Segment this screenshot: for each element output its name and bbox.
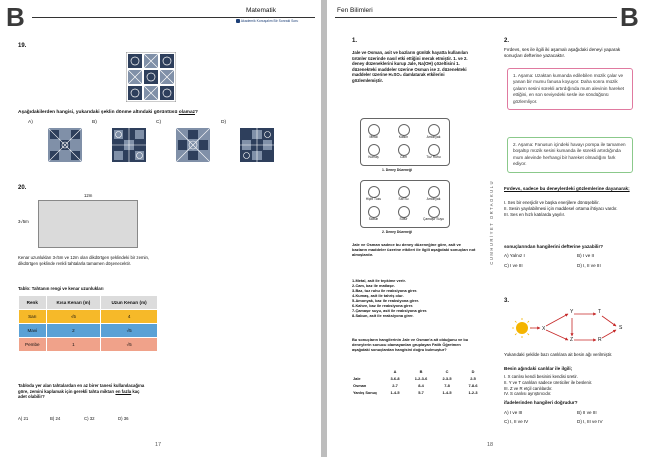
answer-c[interactable]: C) I ve III — [504, 263, 523, 268]
question-number: 19. — [18, 43, 27, 49]
option-a-label[interactable]: A) — [28, 120, 33, 125]
subject-title: Matematik — [246, 7, 276, 14]
right-page — [327, 0, 650, 457]
list-item: I. X canlısı kendi besinini kendisi üretir. — [504, 374, 578, 379]
rect-side-label: 3√5m — [18, 219, 29, 224]
setup-item-label: Tuz Ruhu — [426, 155, 441, 159]
option-d-pattern[interactable] — [240, 128, 274, 162]
page-number: 18 — [487, 442, 494, 448]
q20-text: Kenar uzunlukları 3√5m ve 12m olan dikdörtgen şeklindeki bir zemin, dikdörtgen şeklinde renkli tahtalarla tamamen döşenecektir. — [18, 255, 150, 266]
question-number: 2. — [504, 38, 510, 44]
q19-stem: Aşağıdakilerden hangisi, yukarıdaki şeklin dönme altındaki görüntüsü olamaz? — [18, 110, 198, 115]
answer-c[interactable]: C) 32 — [84, 416, 95, 421]
answer-d[interactable]: D) 36 — [118, 416, 129, 421]
table-row: Jale 3-6-8 1-2-3-6 2-3-5 2-5 — [353, 376, 476, 381]
stage-2-box: 2. Aşama: Fanusun içindeki havayı pompa ile tamamen boşaltıp müzik sesini kumanda ile sürekli artırdığında mum alevinde herhangi bir hareket olmadığını fark ediyor. — [507, 137, 633, 173]
page-number: 17 — [155, 442, 162, 448]
answer-b[interactable]: B) I ve II — [577, 253, 595, 258]
q3-text: Yukarıdaki şekilde bazı canlılara ait besin ağı verilmiştir. — [504, 352, 613, 357]
school-name-vertical: CUMHURİYET ORTAOKULU — [489, 180, 494, 265]
answer-d[interactable]: D) I, III ve IV — [577, 419, 603, 424]
setup-item-label: Kalsın — [398, 135, 409, 139]
option-patterns — [48, 128, 284, 164]
q3-question-head: Besin ağındaki canlılar ile ilgili; — [504, 366, 573, 371]
list-item: II. Sesin yayılabilmesi için maddesel ortama ihtiyacı vardır. — [504, 206, 618, 211]
floor-rectangle — [38, 200, 138, 248]
question-number: 1. — [352, 38, 358, 44]
table-row: Sarı √5 4 — [19, 310, 158, 324]
list-item: I. Ses bir enerjidir ve başka enerjilere dönüşebilir. — [504, 200, 600, 205]
publisher-logo: B — [6, 2, 25, 32]
list-item: 3-Baz, tuz ruhu ile reaksiyona girer. — [352, 288, 418, 293]
list-item: II. Y ve T canlıları sadece üreticiler ile beslenir. — [504, 379, 593, 385]
list-item: III. Ses en hızlı katılarda yayılır. — [504, 212, 566, 217]
setup-item-label: Cam — [400, 155, 407, 159]
answer-table — [352, 368, 486, 396]
rect-top-label: 12m — [84, 193, 93, 198]
left-page — [0, 0, 321, 457]
option-d-label[interactable]: D) — [221, 120, 227, 125]
list-item: 7-Çamaşır suyu, asit ile reaksiyona girer. — [352, 308, 428, 313]
setup-item-label: Süfür — [399, 217, 408, 221]
list-item: III. Z ve R etçil canlılardır. — [504, 385, 553, 391]
list-item: 6-Kahve, baz ile reaksiyona girer. — [352, 303, 414, 308]
answer-c[interactable]: C) I, II ve IV — [504, 419, 529, 424]
q3-question-tail: ifadelerinden hangileri doğrudur? — [504, 400, 578, 405]
q1-text-2: Jale ve Osman sadece bu deney düzeneğine göre, asit ve bazların maddeler üzerine etkileri ile ilgili aşağıdaki sonuçları not almışlardır. — [352, 242, 476, 258]
node-y: Y — [570, 309, 574, 315]
results-list — [352, 278, 477, 318]
table-row: Osman 2-7 8-4 7-8 7-8-6 — [353, 383, 478, 388]
table-title: Tablo: Tahtanın rengi ve kenar uzunlukları — [18, 286, 104, 291]
q20-question: Tabloda yer alan tahtalardan en az birer tanesi kullanılacağına göre, zemini kaplamak için gerekli tahta miktarı en fazla kaç adet olabilir? — [18, 383, 145, 400]
q2-statements — [504, 200, 638, 218]
answer-d[interactable]: D — [471, 369, 475, 374]
q2-intro: Fırdevs, ses ile ilgili iki aşamalı aşağıdaki deneyi yaparak sonuçları defterine yazacaktır. — [504, 47, 621, 59]
table-header: Kısa Kenarı (m) — [46, 296, 101, 310]
stage-1-box: 1. Aşama: Uzaktan kumanda edilebilen müzik çalar ve yanan bir mumu fanusa koyuyor. Daha sonra müzik çaların sesini sürekli artırdığında mum alevinin hareket ettiğini, en son seviyedeki sesle ise söndüğünü gözlemliyor. — [507, 68, 633, 110]
list-item: 4-Kumaş, asit ile tahriş olur. — [352, 293, 404, 298]
node-x: X — [542, 326, 546, 332]
option-b-pattern[interactable] — [112, 128, 146, 162]
q3-statements — [504, 374, 638, 397]
node-r: R — [598, 337, 602, 343]
subject-title: Fen Bilimleri — [337, 7, 373, 14]
q1-text: Jale ve Osman, asit ve bazların günlük hayatta kullanılan ürünler üzerinde nasıl etki ettiğini merak etmiştir. 1. ve 2. deney düzeneklerini kurup Jale, Na(OH) çözeltisini 1. düzenekteki maddeler üzerine Osman ise 2. düzenekteki maddeler üzerine H₂SO₄ damlatarak etkilerini gözlemlemiştir. — [352, 50, 468, 83]
publisher-logo: B — [620, 2, 639, 32]
sun-icon — [512, 318, 532, 338]
tiles-table — [18, 295, 158, 352]
option-a-pattern[interactable] — [48, 128, 82, 162]
setup-item-label: Hiçbi Tuzu — [365, 197, 382, 201]
q2-question-tail: sonuçlarından hangilerini defterine yazabilir? — [504, 244, 604, 249]
table-row: Mavi 2 √5 — [19, 324, 158, 338]
answer-d[interactable]: D) I, II ve III — [577, 263, 601, 268]
answer-b[interactable]: B — [419, 369, 423, 374]
list-item: 8-Sabun, asit ile reaksiyona girer. — [352, 313, 414, 318]
question-number: 20. — [18, 185, 27, 191]
q1-text-3: Bu sonuçların hangilerinin Jale ve Osman'a ait olduğunu ve bu deneylerin sonucu olamayanları gruplayan Fatih Öğretmen aşağıdaki sonuçlardan hangisini doğru bulmuştur? — [352, 337, 469, 352]
header-rule — [335, 17, 617, 18]
answer-a[interactable]: A — [393, 369, 397, 374]
setup-item-label: Çamaşır Suyu — [423, 217, 444, 221]
node-t: T — [598, 309, 602, 315]
table-row: Yanlış Sonuç 1-4-5 5-7 1-4-5 1-2-3 — [353, 390, 478, 395]
node-z: Z — [570, 337, 574, 343]
setup-2-caption: 2. Deney Düzeneği — [382, 230, 412, 234]
answer-b[interactable]: B) 24 — [50, 416, 61, 421]
setup-item-label: Amonyak — [426, 197, 441, 201]
publisher-tag: Akademik Konuşalım Bir Sonraki Soru — [236, 19, 298, 23]
table-row: Pembe 1 √5 — [19, 338, 158, 352]
answer-a[interactable]: A) I ve III — [504, 410, 523, 415]
option-c-pattern[interactable] — [176, 128, 210, 162]
setup-1-caption: 1. Deney Düzeneği — [382, 168, 412, 172]
setup-item-label: Saf Su — [398, 197, 409, 201]
question-number: 3. — [504, 298, 510, 304]
table-header: Uzun Kenarı (m) — [101, 296, 158, 310]
option-b-label[interactable]: B) — [92, 120, 97, 125]
answer-a[interactable]: A) 21 — [18, 416, 29, 421]
q2-question-head: Fırdevs, sadece bu deneylerdeki gözlemlerine dayanarak; — [504, 186, 630, 191]
header-rule — [32, 17, 315, 18]
node-s: S — [619, 325, 623, 331]
main-pattern-figure — [126, 52, 176, 102]
answer-b[interactable]: B) II ve III — [577, 410, 597, 415]
list-item: 2-Cam, baz ile matlaşır. — [352, 283, 395, 288]
list-item: IV. S canlısı ayrıştırıcıdır. — [504, 391, 552, 397]
facebook-icon — [236, 19, 240, 23]
option-c-label[interactable]: C) — [156, 120, 162, 125]
setup-item-label: Sabun — [368, 217, 379, 221]
answer-c[interactable]: C — [445, 369, 449, 374]
setup-item-label: Metal — [369, 135, 378, 139]
list-item: 5-Amonyak, baz ile reaksiyona girer. — [352, 298, 420, 303]
answer-a[interactable]: A) Yalnız I — [504, 253, 525, 258]
table-header: Renk — [19, 296, 47, 310]
setup-item-label: Amonyak — [426, 135, 441, 139]
list-item: 1-Metal, asit ile tepkime verir. — [352, 278, 406, 283]
setup-item-label: Kumaş — [368, 155, 379, 159]
